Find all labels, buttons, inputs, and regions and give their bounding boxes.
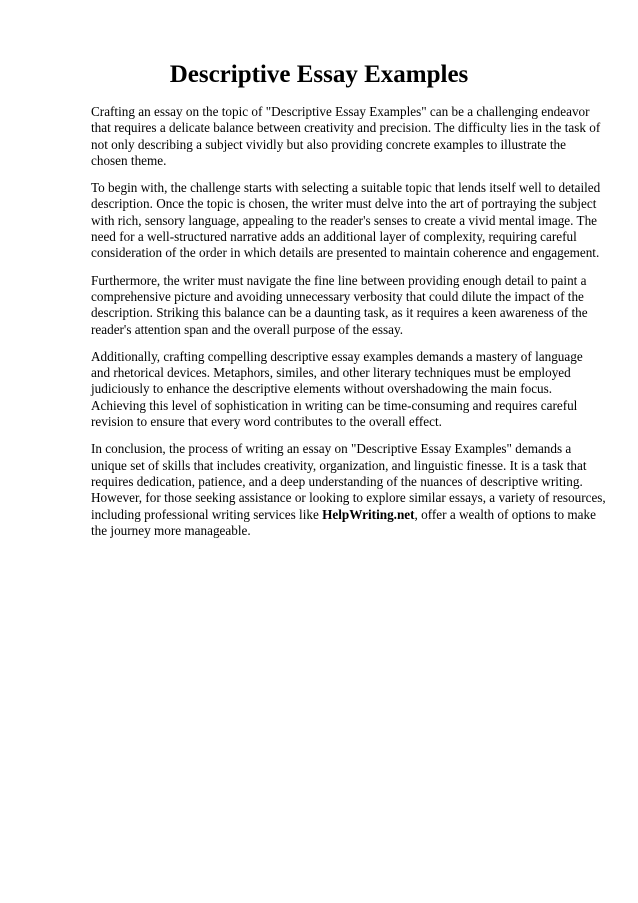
text-line: and rhetorical devices. Metaphors, similes, and other literary techniques must be employed (91, 365, 571, 381)
text-line: need for a well-structured narrative adds an additional layer of complexity, requiring careful (91, 229, 577, 245)
text-line: not only describing a subject vividly but also providing concrete examples to illustrate the (91, 136, 567, 152)
text-line: reader's attention span and the overall purpose of the essay. (91, 321, 404, 337)
paragraph-1 (91, 104, 599, 169)
text-line: Achieving this level of sophistication in writing can be time-consuming and requires careful (91, 397, 578, 413)
text-line: description. Striking this balance can be a daunting task, as it requires a keen awareness of the (91, 305, 588, 321)
paragraph-5 (91, 441, 606, 539)
text-line: description. Once the topic is chosen, the writer must delve into the art of portraying the subject (91, 196, 597, 212)
document-title: Descriptive Essay Examples (169, 61, 469, 88)
document-body (91, 104, 606, 550)
paragraph-4 (91, 349, 599, 430)
text-line: unique set of skills that includes creativity, organization, and linguistic finesse. It is a task that (91, 457, 587, 473)
text-line: requires dedication, patience, and a deep understanding of the nuances of descriptive writing. (91, 473, 583, 489)
text-fragment: including professional writing services like (91, 506, 323, 522)
text-line: with rich, sensory language, appealing to the reader's senses to create a vivid mental image. The (91, 212, 598, 228)
text-line: chosen theme. (91, 152, 167, 168)
text-line: that requires a delicate balance between creativity and precision. The difficulty lies in the task of (91, 120, 601, 136)
paragraph-2 (91, 180, 599, 261)
paragraph-3 (91, 273, 599, 338)
text-line: Additionally, crafting compelling descriptive essay examples demands a mastery of language (91, 348, 583, 364)
text-line: the journey more manageable. (91, 522, 251, 538)
text-line: judiciously to enhance the descriptive elements without overshadowing the main focus. (91, 381, 553, 397)
text-line: Furthermore, the writer must navigate the fine line between providing enough detail to paint a (91, 272, 587, 288)
helpwriting-link[interactable]: HelpWriting.net (322, 506, 415, 522)
text-line: To begin with, the challenge starts with selecting a suitable topic that lends itself well to detailed (91, 180, 601, 196)
text-line: revision to ensure that every word contributes to the overall effect. (91, 414, 442, 430)
text-line-with-link (91, 507, 599, 523)
text-fragment: , offer a wealth of options to make (414, 506, 596, 522)
text-line: However, for those seeking assistance or looking to explore similar essays, a variety of resources, (91, 490, 606, 506)
text-line: Crafting an essay on the topic of "Descriptive Essay Examples" can be a challenging endeavor (91, 104, 590, 119)
text-line: comprehensive picture and avoiding unnecessary verbosity that could dilute the impact of the (91, 288, 584, 304)
text-line: consideration of the order in which details are presented to maintain coherence and engagement. (91, 245, 600, 261)
text-line: In conclusion, the process of writing an essay on "Descriptive Essay Examples" demands a (91, 441, 572, 457)
